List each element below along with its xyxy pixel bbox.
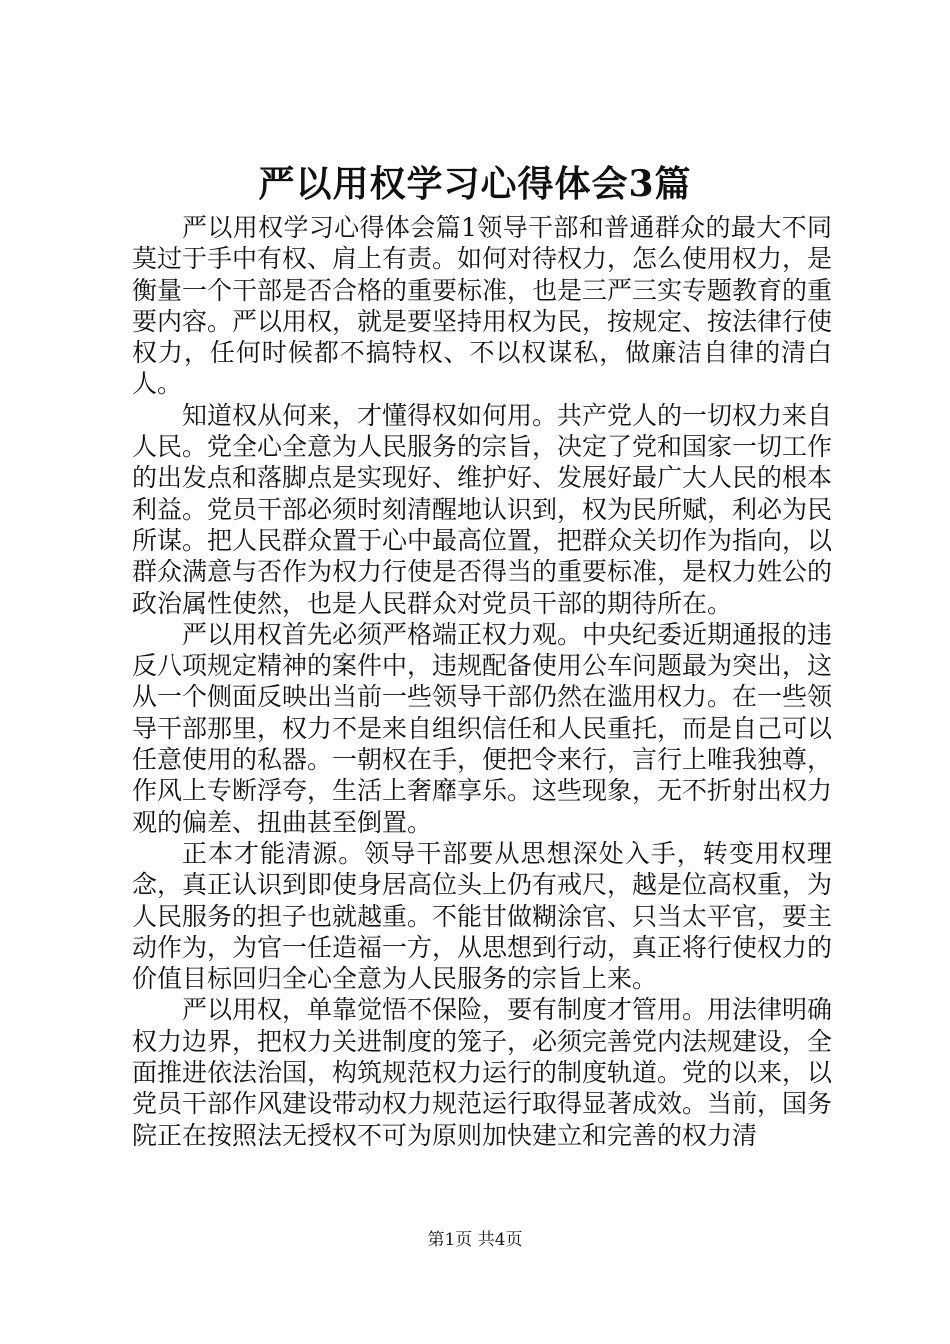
page-number-footer: 第1页 共4页 bbox=[427, 1230, 523, 1250]
document-title: 严以用权学习心得体会3篇 bbox=[258, 163, 692, 205]
document-body bbox=[132, 212, 832, 1151]
paragraph: 严以用权学习心得体会篇1领导干部和普通群众的最大不同莫过于手中有权、肩上有责。如何对待权力，怎么使用权力，是衡量一个干部是否合格的重要标准，也是三严三实专题教育的重要内容。严以用权，就是要坚持用权为民，按规定、按法律行使权力，任何时候都不搞特权、不以权谋私，做廉洁自律的清白人。 bbox=[132, 213, 833, 399]
paragraph: 正本才能清源。领导干部要从思想深处入手，转变用权理念，真正认识到即使身居高位头上仍有戒尺，越是位高权重，为人民服务的担子也就越重。不能甘做糊涂官、只当太平官，要主动作为，为官一任造福一方，从思想到行动，真正将行使权力的价值目标回归全心全意为人民服务的宗旨上来。 bbox=[132, 838, 833, 994]
paragraph: 严以用权首先必须严格端正权力观。中央纪委近期通报的违反八项规定精神的案件中，违规配备使用公车问题最为突出，这从一个侧面反映出当前一些领导干部仍然在滥用权力。在一些领导干部那里，权力不是来自组织信任和人民重托，而是自己可以任意使用的私器。一朝权在手，便把令来行，言行上唯我独尊，作风上专断浮夸，生活上奢靡享乐。这些现象，无不折射出权力观的偏差、扭曲甚至倒置。 bbox=[132, 619, 833, 837]
paragraph: 知道权从何来，才懂得权如何用。共产党人的一切权力来自人民。党全心全意为人民服务的宗旨，决定了党和国家一切工作的出发点和落脚点是实现好、维护好、发展好最广大人民的根本利益。党员干部必须时刻清醒地认识到，权为民所赋，利必为民所谋。把人民群众置于心中最高位置，把群众关切作为指向，以群众满意与否作为权力行使是否得当的重要标准，是权力姓公的政治属性使然，也是人民群众对党员干部的期待所在。 bbox=[132, 400, 833, 618]
paragraph: 严以用权，单靠觉悟不保险，要有制度才管用。用法律明确权力边界，把权力关进制度的笼子，必须完善党内法规建设，全面推进依法治国，构筑规范权力运行的制度轨道。党的以来，以党员干部作风建设带动权力规范运行取得显著成效。当前，国务院正在按照法无授权不可为原则加快建立和完善的权力清 bbox=[132, 995, 833, 1150]
